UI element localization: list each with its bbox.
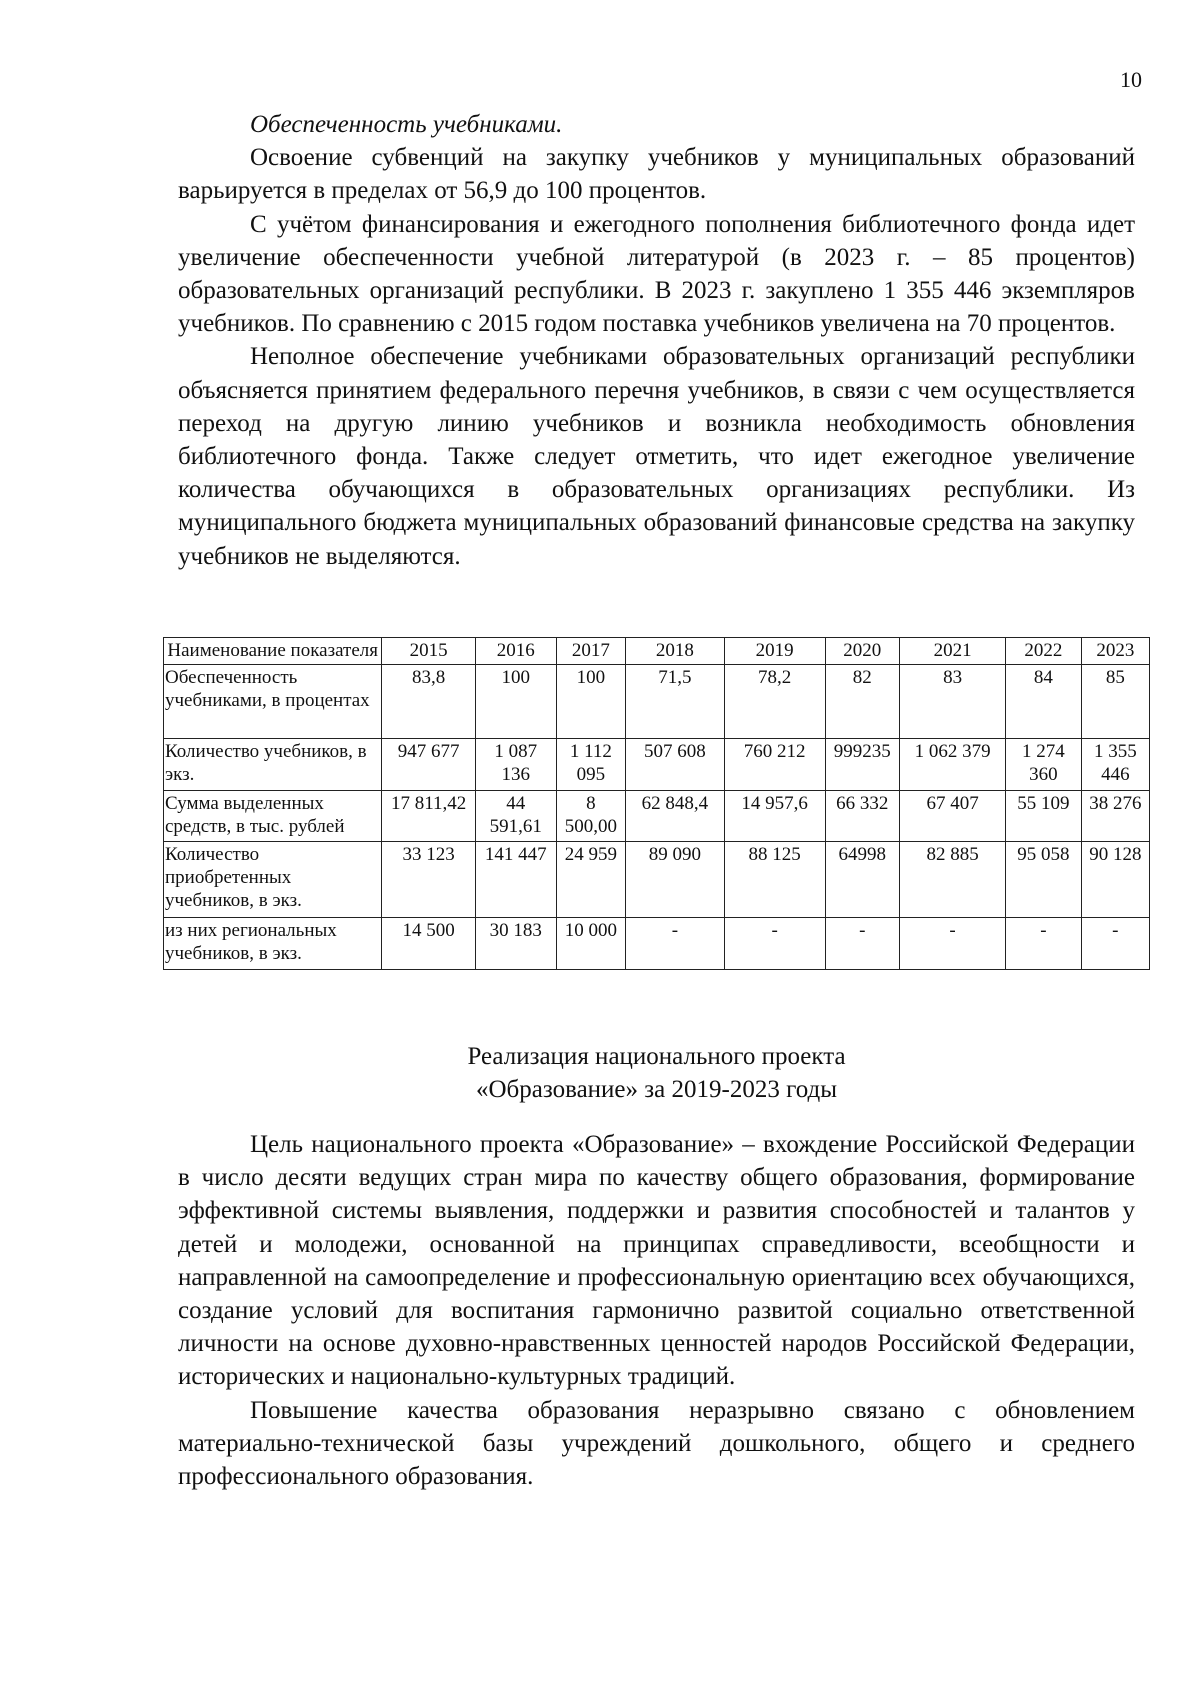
table-cell: 1 062 379 xyxy=(900,739,1006,791)
table-row xyxy=(164,791,1150,842)
table-cell: 8 500,00 xyxy=(556,791,625,842)
paragraph: Повышение качества образования неразрывно связано с обновлением материально-технической базы учреждений дошкольного, общего и среднего профессионального образования. xyxy=(178,1396,1135,1491)
table-cell: - xyxy=(724,918,825,970)
table-cell: 90 128 xyxy=(1081,842,1149,918)
section-title: Обеспеченность учебниками. xyxy=(250,111,563,138)
table-cell: 44 591,61 xyxy=(475,791,556,842)
row-label: Количество учебников, в экз. xyxy=(164,739,382,791)
table-cell: 84 xyxy=(1006,665,1082,739)
table-cell: 82 885 xyxy=(900,842,1006,918)
page-number: 10 xyxy=(1120,67,1142,92)
table-row xyxy=(164,842,1150,918)
row-label: из них региональных учебников, в экз. xyxy=(164,918,382,970)
table-cell: - xyxy=(1006,918,1082,970)
table-cell: 66 332 xyxy=(825,791,900,842)
row-label: Обеспеченность учебниками, в процентах xyxy=(164,665,382,739)
table-cell: 947 677 xyxy=(382,739,475,791)
table-cell: 1 355 446 xyxy=(1081,739,1149,791)
national-project-section xyxy=(178,1128,1135,1493)
table-cell: 1 087 136 xyxy=(475,739,556,791)
table-cell: 24 959 xyxy=(556,842,625,918)
table-cell: 100 xyxy=(475,665,556,739)
table-cell: 141 447 xyxy=(475,842,556,918)
header-cell: 2019 xyxy=(724,638,825,665)
table-cell: 64998 xyxy=(825,842,900,918)
table-cell: - xyxy=(900,918,1006,970)
table-cell: - xyxy=(626,918,725,970)
table-cell: 38 276 xyxy=(1081,791,1149,842)
table-cell: 30 183 xyxy=(475,918,556,970)
project-heading-line: Реализация национального проекта xyxy=(467,1043,846,1070)
paragraph: С учётом финансирования и ежегодного пополнения библиотечного фонда идет увеличение обеспеченности учебной литературой (в 2023 г. – 85 процентов) образовательных организаций республики. В 2023 г. закуплено 1 355 446 экземпляров учебников. По сравнению с 2015 годом поставка учебников увеличена на 70 процентов. xyxy=(178,210,1135,338)
row-label: Сумма выделенных средств, в тыс. рублей xyxy=(164,791,382,842)
table-cell: 999235 xyxy=(825,739,900,791)
table-header-row xyxy=(164,638,1150,665)
table-cell: 88 125 xyxy=(724,842,825,918)
table-cell: 95 058 xyxy=(1006,842,1082,918)
table-cell: 62 848,4 xyxy=(626,791,725,842)
table-cell: 14 957,6 xyxy=(724,791,825,842)
table-cell: 33 123 xyxy=(382,842,475,918)
project-heading-line: «Образование» за 2019-2023 годы xyxy=(476,1076,837,1103)
table-cell: 1 112 095 xyxy=(556,739,625,791)
paragraph: Цель национального проекта «Образование» – вхождение Российской Федерации в число десяти ведущих стран мира по качеству общего образования, формирование эффективной системы выявления, поддержки и развития способностей и талантов у детей и молодежи, основанной на принципах справедливости, всеобщности и направленной на самоопределение и профессиональную ориентацию всех обучающихся, создание условий для воспитания гармонично развитой социально ответственной личности на основе духовно-нравственных ценностей народов Российской Федерации, исторических и национально-культурных традиций. xyxy=(178,1131,1135,1391)
header-cell: 2020 xyxy=(825,638,900,665)
table-cell: 14 500 xyxy=(382,918,475,970)
textbook-provision-section xyxy=(178,108,1135,573)
table-cell: - xyxy=(1081,918,1149,970)
header-cell: 2023 xyxy=(1081,638,1149,665)
header-cell: 2021 xyxy=(900,638,1006,665)
header-cell: 2017 xyxy=(556,638,625,665)
header-cell: 2018 xyxy=(626,638,725,665)
table-row xyxy=(164,918,1150,970)
paragraph: Неполное обеспечение учебниками образовательных организаций республики объясняется принятием федерального перечня учебников, в связи с чем осуществляется переход на другую линию учебников и возникла необходимость обновления библиотечного фонда. Также следует отметить, что идет ежегодное увеличение количества обучающихся в образовательных организациях республики. Из муниципального бюджета муниципальных образований финансовые средства на закупку учебников не выделяются. xyxy=(178,343,1135,570)
textbook-stats-table-container xyxy=(163,637,1150,970)
table-cell: 1 274 360 xyxy=(1006,739,1082,791)
paragraph: Освоение субвенций на закупку учебников у муниципальных образований варьируется в пределах от 56,9 до 100 процентов. xyxy=(178,144,1135,205)
table-cell: 71,5 xyxy=(626,665,725,739)
table-cell: 17 811,42 xyxy=(382,791,475,842)
table-cell: 89 090 xyxy=(626,842,725,918)
table-cell: 507 608 xyxy=(626,739,725,791)
table-cell: 82 xyxy=(825,665,900,739)
row-label: Количество приобретенных учебников, в экз. xyxy=(164,842,382,918)
header-cell: Наименование показателя xyxy=(164,638,382,665)
table-cell: - xyxy=(825,918,900,970)
table-row xyxy=(164,739,1150,791)
header-cell: 2016 xyxy=(475,638,556,665)
table-cell: 55 109 xyxy=(1006,791,1082,842)
table-cell: 100 xyxy=(556,665,625,739)
table-cell: 10 000 xyxy=(556,918,625,970)
table-row xyxy=(164,665,1150,739)
table-cell: 85 xyxy=(1081,665,1149,739)
header-cell: 2015 xyxy=(382,638,475,665)
table-cell: 78,2 xyxy=(724,665,825,739)
project-heading xyxy=(178,1040,1135,1106)
table-cell: 83 xyxy=(900,665,1006,739)
header-cell: 2022 xyxy=(1006,638,1082,665)
table-cell: 67 407 xyxy=(900,791,1006,842)
textbook-stats-table xyxy=(163,637,1150,970)
table-cell: 83,8 xyxy=(382,665,475,739)
table-cell: 760 212 xyxy=(724,739,825,791)
